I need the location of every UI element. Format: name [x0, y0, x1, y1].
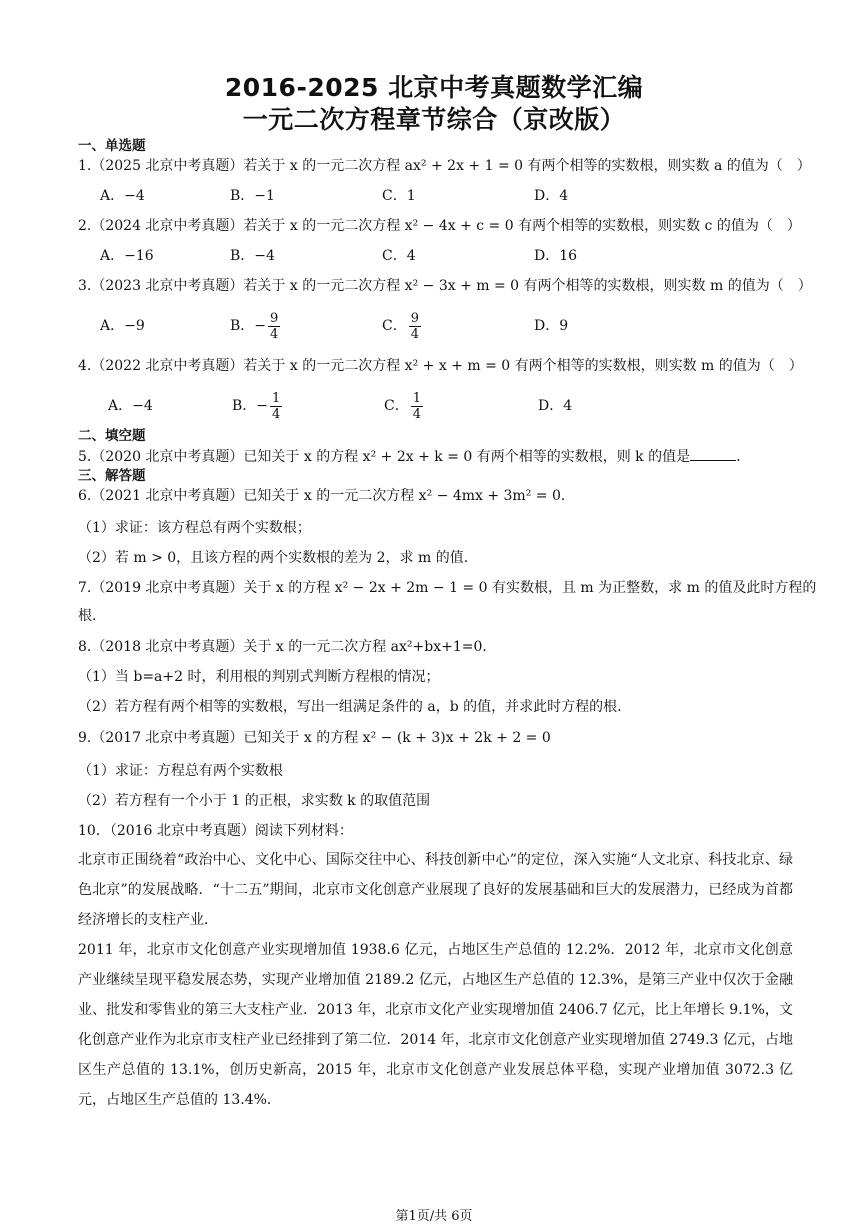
q3-option-b-letter: B． — [230, 318, 255, 334]
fraction-denominator: 4 — [412, 406, 421, 422]
q4-option-c — [384, 386, 425, 426]
question-8-part-2: （2）若方程有两个相等的实数根，写出一组满足条件的 a，b 的值，并求此时方程的根. — [78, 699, 622, 715]
question-5-period: . — [736, 449, 741, 465]
question-9-part-1: （1）求证：方程总有两个实数根 — [78, 763, 283, 779]
question-3-stem: 3.（2023 北京中考真题）若关于 x 的一元二次方程 x² − 3x + m = 0 有两个相等的实数根，则实数 m 的值为（ ） — [78, 278, 812, 294]
question-6-part-1: （1）求证：该方程总有两个实数根； — [78, 520, 311, 536]
question-5-text: 5.（2020 北京中考真题）已知关于 x 的方程 x² + 2x + k = 0 有两个相等的实数根，则 k 的值是 — [78, 449, 691, 465]
question-7-stem: 7.（2019 北京中考真题）关于 x 的方程 x² − 2x + 2m − 1 = 0 有实数根，且 m 为正整数，求 m 的值及此时方程的 — [78, 580, 817, 596]
q2-option-c: C．4 — [382, 248, 416, 264]
q4-option-a: A．−4 — [108, 398, 153, 414]
question-6-part-2: （2）若 m > 0，且该方程的两个实数根的差为 2，求 m 的值. — [78, 550, 469, 566]
q1-option-b: B．−1 — [230, 188, 275, 204]
q3-option-c — [382, 306, 423, 346]
q3-option-b — [230, 306, 282, 346]
question-9-part-2: （2）若方程有一个小于 1 的正根，求实数 k 的取值范围 — [78, 793, 431, 809]
q3-option-d: D．9 — [534, 318, 569, 334]
q2-option-d: D．16 — [534, 248, 578, 264]
fraction-denominator: 4 — [270, 326, 279, 342]
q1-option-d: D．4 — [534, 188, 569, 204]
question-8-stem: 8.（2018 北京中考真题）关于 x 的一元二次方程 ax²+bx+1=0． — [78, 639, 497, 655]
q2-option-a: A．−16 — [100, 248, 154, 264]
q4-option-b-fraction — [270, 391, 282, 422]
q4-option-c-letter: C． — [384, 398, 409, 414]
section-heading-single-choice: 一、单选题 — [78, 138, 146, 154]
q1-option-a: A．−4 — [100, 188, 145, 204]
q4-option-c-fraction — [411, 391, 423, 422]
answer-blank — [690, 446, 736, 461]
question-1-stem: 1.（2025 北京中考真题）若关于 x 的一元二次方程 ax² + 2x + 1 = 0 有两个相等的实数根，则实数 a 的值为（ ） — [78, 158, 811, 174]
fraction-numerator: 1 — [412, 390, 421, 406]
question-9-stem: 9.（2017 北京中考真题）已知关于 x 的方程 x² − (k + 3)x + 2k + 2 = 0 — [78, 730, 551, 746]
question-5-stem — [78, 446, 793, 467]
question-10-stem: 10．（2016 北京中考真题）阅读下列材料： — [78, 823, 353, 839]
question-8-part-1: （1）当 b=a+2 时，利用根的判别式判断方程根的情况； — [78, 669, 440, 685]
fraction-denominator: 4 — [410, 326, 419, 342]
q4-option-b-sign: − — [256, 398, 269, 414]
question-2-stem: 2.（2024 北京中考真题）若关于 x 的一元二次方程 x² − 4x + c = 0 有两个相等的实数根，则实数 c 的值为（ ） — [78, 218, 801, 234]
q4-option-b — [232, 386, 284, 426]
document-subtitle: 一元二次方程章节综合（京改版） — [242, 105, 626, 134]
fraction-denominator: 4 — [272, 406, 281, 422]
question-4-stem: 4.（2022 北京中考真题）若关于 x 的一元二次方程 x² + x + m = 0 有两个相等的实数根，则实数 m 的值为（ ） — [78, 358, 803, 374]
page-number: 第1页/共 6页 — [395, 1209, 473, 1224]
q4-option-b-letter: B． — [232, 398, 257, 414]
q3-option-b-fraction — [268, 311, 280, 342]
fraction-numerator: 1 — [272, 390, 281, 406]
document-title: 2016-2025 北京中考真题数学汇编 — [224, 73, 644, 102]
reading-paragraph-2: 2011 年，北京市文化创意产业实现增加值 1938.6 亿元，占地区生产总值的 12.2%．2012 年，北京市文化创意产业继续呈现平稳发展态势，实现产业增加值 2189.2 亿元，占地区生产总值的 12.3%，是第三产业中仅次于金融业、批发和零售业的第三大支柱产业．2013 年，北京市文化产业实现增加值 2406.7 亿元，比上年增长 9.1%，文化创意产业作为北京市支柱产业已经排到了第二位．2014 年，北京市文化创意产业实现增加值 2749.3 亿元，占地区生产总值的 13.1%，创历史新高，2015 年，北京市文化创意产业发展总体平稳，实现产业增加值 3072.3 亿元，占地区生产总值的 13.4%． — [78, 942, 793, 1108]
reading-paragraph-1: 北京市正围绕着“政治中心、文化中心、国际交往中心、科技创新中心”的定位，深入实施“人文北京、科技北京、绿色北京”的发展战略．“十二五”期间，北京市文化创意产业展现了良好的发展基础和巨大的发展潜力，已经成为首都经济增长的支柱产业． — [78, 852, 793, 928]
section-heading-fill-in: 二、填空题 — [78, 428, 146, 444]
q3-option-a: A．−9 — [100, 318, 145, 334]
q2-option-b: B．−4 — [230, 248, 275, 264]
question-6-stem: 6.（2021 北京中考真题）已知关于 x 的一元二次方程 x² − 4mx + 3m² = 0． — [78, 488, 575, 504]
q3-option-b-sign: − — [254, 318, 267, 334]
fraction-numerator: 9 — [270, 310, 279, 326]
q3-option-c-letter: C． — [382, 318, 407, 334]
q4-option-d: D．4 — [538, 398, 573, 414]
section-heading-solutions: 三、解答题 — [78, 468, 146, 484]
q3-option-c-fraction — [409, 311, 421, 342]
question-7-stem-continued: 根. — [78, 608, 97, 624]
q1-option-c: C．1 — [382, 188, 416, 204]
fraction-numerator: 9 — [410, 310, 419, 326]
